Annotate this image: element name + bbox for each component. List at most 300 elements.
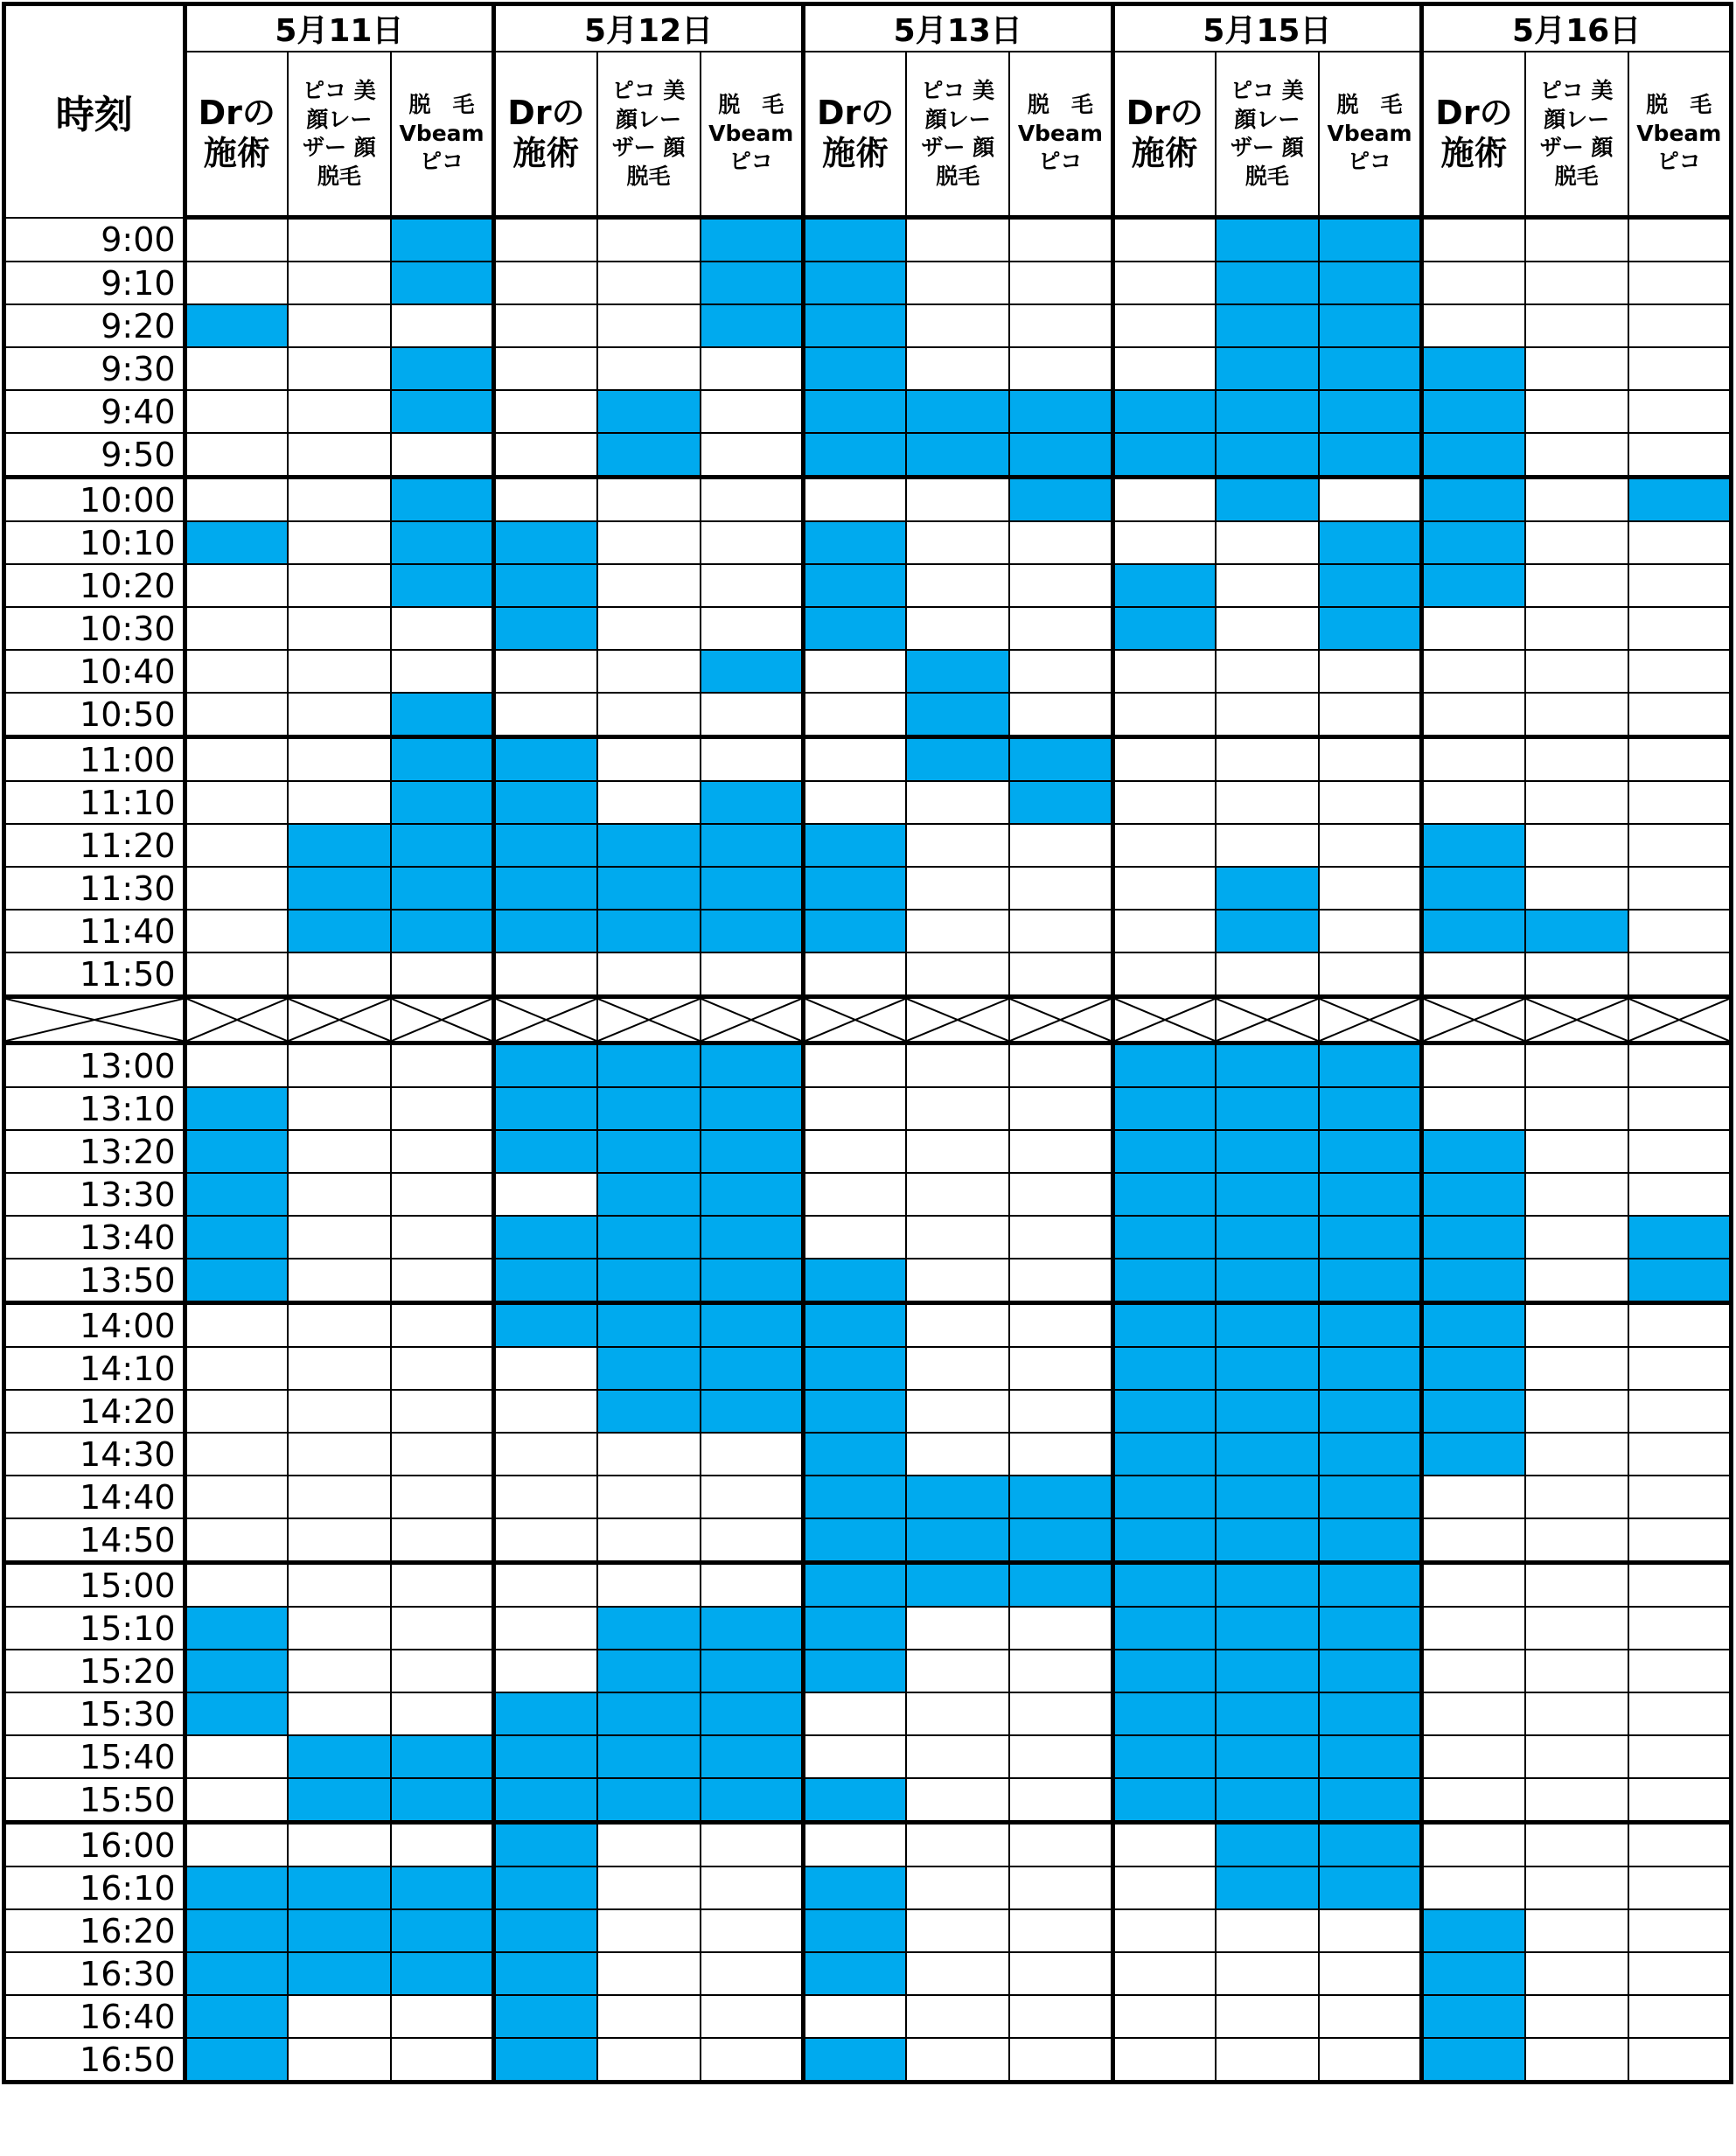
open-slot[interactable]: [1525, 1390, 1628, 1433]
open-slot[interactable]: [288, 1130, 391, 1173]
booked-slot[interactable]: [597, 867, 701, 910]
open-slot[interactable]: [1525, 781, 1628, 824]
booked-slot[interactable]: [1216, 1607, 1319, 1650]
open-slot[interactable]: [1525, 478, 1628, 522]
open-slot[interactable]: [1628, 1823, 1732, 1867]
open-slot[interactable]: [906, 564, 1009, 607]
open-slot[interactable]: [701, 1952, 804, 1995]
booked-slot[interactable]: [803, 1303, 906, 1348]
open-slot[interactable]: [701, 478, 804, 522]
booked-slot[interactable]: [1216, 262, 1319, 304]
open-slot[interactable]: [288, 2038, 391, 2083]
open-slot[interactable]: [1525, 1866, 1628, 1909]
open-slot[interactable]: [1422, 781, 1525, 824]
booked-slot[interactable]: [1009, 433, 1112, 478]
open-slot[interactable]: [1112, 1995, 1216, 2038]
booked-slot[interactable]: [185, 1087, 288, 1130]
open-slot[interactable]: [1525, 824, 1628, 867]
open-slot[interactable]: [185, 564, 288, 607]
booked-slot[interactable]: [1422, 1173, 1525, 1216]
booked-slot[interactable]: [1112, 1087, 1216, 1130]
open-slot[interactable]: [803, 1692, 906, 1735]
open-slot[interactable]: [1009, 218, 1112, 262]
booked-slot[interactable]: [494, 1216, 597, 1259]
booked-slot[interactable]: [1319, 1866, 1422, 1909]
open-slot[interactable]: [391, 1087, 494, 1130]
booked-slot[interactable]: [906, 1563, 1009, 1608]
booked-slot[interactable]: [391, 1952, 494, 1995]
open-slot[interactable]: [288, 1216, 391, 1259]
open-slot[interactable]: [1422, 693, 1525, 737]
booked-slot[interactable]: [1319, 1778, 1422, 1823]
open-slot[interactable]: [1112, 2038, 1216, 2083]
open-slot[interactable]: [1525, 1303, 1628, 1348]
open-slot[interactable]: [1525, 1823, 1628, 1867]
open-slot[interactable]: [1422, 1735, 1525, 1778]
open-slot[interactable]: [1112, 1952, 1216, 1995]
open-slot[interactable]: [1009, 1216, 1112, 1259]
booked-slot[interactable]: [597, 910, 701, 952]
open-slot[interactable]: [803, 781, 906, 824]
booked-slot[interactable]: [185, 1692, 288, 1735]
booked-slot[interactable]: [597, 1778, 701, 1823]
booked-slot[interactable]: [803, 390, 906, 433]
open-slot[interactable]: [185, 1433, 288, 1476]
booked-slot[interactable]: [1009, 478, 1112, 522]
open-slot[interactable]: [1216, 2038, 1319, 2083]
open-slot[interactable]: [1628, 1909, 1732, 1952]
booked-slot[interactable]: [597, 1303, 701, 1348]
open-slot[interactable]: [185, 1390, 288, 1433]
booked-slot[interactable]: [803, 1607, 906, 1650]
booked-slot[interactable]: [1216, 910, 1319, 952]
booked-slot[interactable]: [1422, 1952, 1525, 1995]
open-slot[interactable]: [1525, 1778, 1628, 1823]
open-slot[interactable]: [597, 521, 701, 564]
open-slot[interactable]: [906, 478, 1009, 522]
open-slot[interactable]: [1319, 910, 1422, 952]
open-slot[interactable]: [906, 521, 1009, 564]
booked-slot[interactable]: [1422, 521, 1525, 564]
booked-slot[interactable]: [1112, 1259, 1216, 1303]
booked-slot[interactable]: [1112, 1130, 1216, 1173]
open-slot[interactable]: [1525, 304, 1628, 347]
booked-slot[interactable]: [803, 1518, 906, 1563]
open-slot[interactable]: [906, 2038, 1009, 2083]
open-slot[interactable]: [391, 2038, 494, 2083]
open-slot[interactable]: [1319, 781, 1422, 824]
open-slot[interactable]: [597, 304, 701, 347]
booked-slot[interactable]: [1628, 1259, 1732, 1303]
open-slot[interactable]: [494, 478, 597, 522]
open-slot[interactable]: [597, 2038, 701, 2083]
booked-slot[interactable]: [288, 910, 391, 952]
open-slot[interactable]: [1216, 650, 1319, 693]
open-slot[interactable]: [1112, 737, 1216, 782]
booked-slot[interactable]: [391, 910, 494, 952]
booked-slot[interactable]: [185, 1909, 288, 1952]
booked-slot[interactable]: [288, 1952, 391, 1995]
open-slot[interactable]: [1422, 1043, 1525, 1088]
open-slot[interactable]: [391, 1995, 494, 2038]
booked-slot[interactable]: [1009, 737, 1112, 782]
booked-slot[interactable]: [803, 824, 906, 867]
booked-slot[interactable]: [906, 1476, 1009, 1518]
open-slot[interactable]: [701, 607, 804, 650]
open-slot[interactable]: [803, 693, 906, 737]
open-slot[interactable]: [1112, 521, 1216, 564]
open-slot[interactable]: [1525, 1650, 1628, 1692]
booked-slot[interactable]: [1422, 910, 1525, 952]
open-slot[interactable]: [185, 1823, 288, 1867]
open-slot[interactable]: [1422, 304, 1525, 347]
booked-slot[interactable]: [803, 1952, 906, 1995]
booked-slot[interactable]: [1422, 564, 1525, 607]
booked-slot[interactable]: [1216, 478, 1319, 522]
open-slot[interactable]: [701, 564, 804, 607]
booked-slot[interactable]: [1112, 1692, 1216, 1735]
booked-slot[interactable]: [1009, 1518, 1112, 1563]
booked-slot[interactable]: [185, 1259, 288, 1303]
booked-slot[interactable]: [597, 1692, 701, 1735]
booked-slot[interactable]: [906, 1518, 1009, 1563]
open-slot[interactable]: [1628, 1433, 1732, 1476]
open-slot[interactable]: [494, 1347, 597, 1390]
open-slot[interactable]: [391, 1043, 494, 1088]
booked-slot[interactable]: [906, 737, 1009, 782]
booked-slot[interactable]: [288, 1735, 391, 1778]
booked-slot[interactable]: [1009, 781, 1112, 824]
booked-slot[interactable]: [1216, 1303, 1319, 1348]
open-slot[interactable]: [391, 1823, 494, 1867]
open-slot[interactable]: [391, 1216, 494, 1259]
booked-slot[interactable]: [701, 1303, 804, 1348]
booked-slot[interactable]: [701, 1390, 804, 1433]
open-slot[interactable]: [906, 1087, 1009, 1130]
open-slot[interactable]: [288, 1259, 391, 1303]
open-slot[interactable]: [1628, 564, 1732, 607]
open-slot[interactable]: [906, 1735, 1009, 1778]
open-slot[interactable]: [288, 433, 391, 478]
booked-slot[interactable]: [803, 347, 906, 390]
open-slot[interactable]: [1319, 693, 1422, 737]
booked-slot[interactable]: [597, 1130, 701, 1173]
booked-slot[interactable]: [597, 1390, 701, 1433]
booked-slot[interactable]: [494, 1735, 597, 1778]
open-slot[interactable]: [803, 1087, 906, 1130]
open-slot[interactable]: [1112, 478, 1216, 522]
booked-slot[interactable]: [701, 1173, 804, 1216]
open-slot[interactable]: [391, 1476, 494, 1518]
open-slot[interactable]: [906, 952, 1009, 997]
booked-slot[interactable]: [494, 564, 597, 607]
open-slot[interactable]: [1009, 910, 1112, 952]
open-slot[interactable]: [1628, 2038, 1732, 2083]
open-slot[interactable]: [1628, 1563, 1732, 1608]
booked-slot[interactable]: [1422, 1909, 1525, 1952]
open-slot[interactable]: [1009, 1043, 1112, 1088]
booked-slot[interactable]: [1319, 1692, 1422, 1735]
open-slot[interactable]: [1628, 737, 1732, 782]
open-slot[interactable]: [494, 1390, 597, 1433]
open-slot[interactable]: [1422, 1650, 1525, 1692]
open-slot[interactable]: [288, 1173, 391, 1216]
booked-slot[interactable]: [803, 607, 906, 650]
booked-slot[interactable]: [494, 910, 597, 952]
open-slot[interactable]: [1319, 1995, 1422, 2038]
open-slot[interactable]: [701, 390, 804, 433]
open-slot[interactable]: [701, 1433, 804, 1476]
booked-slot[interactable]: [1112, 1303, 1216, 1348]
open-slot[interactable]: [597, 262, 701, 304]
open-slot[interactable]: [803, 1173, 906, 1216]
booked-slot[interactable]: [1319, 1607, 1422, 1650]
open-slot[interactable]: [288, 1347, 391, 1390]
booked-slot[interactable]: [1112, 607, 1216, 650]
booked-slot[interactable]: [494, 824, 597, 867]
open-slot[interactable]: [1628, 347, 1732, 390]
booked-slot[interactable]: [701, 781, 804, 824]
open-slot[interactable]: [494, 304, 597, 347]
open-slot[interactable]: [1525, 1433, 1628, 1476]
booked-slot[interactable]: [701, 1347, 804, 1390]
open-slot[interactable]: [906, 910, 1009, 952]
open-slot[interactable]: [906, 1607, 1009, 1650]
booked-slot[interactable]: [185, 1952, 288, 1995]
booked-slot[interactable]: [1216, 1433, 1319, 1476]
open-slot[interactable]: [391, 650, 494, 693]
open-slot[interactable]: [1525, 1259, 1628, 1303]
open-slot[interactable]: [391, 1433, 494, 1476]
open-slot[interactable]: [1525, 867, 1628, 910]
open-slot[interactable]: [1319, 867, 1422, 910]
booked-slot[interactable]: [701, 1216, 804, 1259]
booked-slot[interactable]: [1112, 564, 1216, 607]
open-slot[interactable]: [391, 1130, 494, 1173]
open-slot[interactable]: [1216, 781, 1319, 824]
open-slot[interactable]: [288, 1823, 391, 1867]
open-slot[interactable]: [288, 1433, 391, 1476]
booked-slot[interactable]: [701, 1043, 804, 1088]
open-slot[interactable]: [1525, 1043, 1628, 1088]
open-slot[interactable]: [1112, 262, 1216, 304]
open-slot[interactable]: [185, 218, 288, 262]
open-slot[interactable]: [1216, 521, 1319, 564]
open-slot[interactable]: [1628, 433, 1732, 478]
booked-slot[interactable]: [1216, 1043, 1319, 1088]
open-slot[interactable]: [288, 1563, 391, 1608]
open-slot[interactable]: [1628, 1952, 1732, 1995]
open-slot[interactable]: [1112, 781, 1216, 824]
booked-slot[interactable]: [701, 1650, 804, 1692]
open-slot[interactable]: [494, 390, 597, 433]
booked-slot[interactable]: [1112, 1778, 1216, 1823]
open-slot[interactable]: [597, 1433, 701, 1476]
booked-slot[interactable]: [803, 521, 906, 564]
booked-slot[interactable]: [597, 1347, 701, 1390]
booked-slot[interactable]: [1216, 1735, 1319, 1778]
open-slot[interactable]: [1009, 867, 1112, 910]
booked-slot[interactable]: [597, 1259, 701, 1303]
booked-slot[interactable]: [803, 867, 906, 910]
open-slot[interactable]: [701, 952, 804, 997]
open-slot[interactable]: [1628, 1692, 1732, 1735]
open-slot[interactable]: [185, 1563, 288, 1608]
open-slot[interactable]: [185, 952, 288, 997]
booked-slot[interactable]: [1009, 1563, 1112, 1608]
booked-slot[interactable]: [494, 607, 597, 650]
booked-slot[interactable]: [1216, 1650, 1319, 1692]
booked-slot[interactable]: [1319, 1043, 1422, 1088]
booked-slot[interactable]: [597, 433, 701, 478]
open-slot[interactable]: [1009, 1823, 1112, 1867]
booked-slot[interactable]: [391, 521, 494, 564]
booked-slot[interactable]: [1319, 1563, 1422, 1608]
booked-slot[interactable]: [597, 1735, 701, 1778]
booked-slot[interactable]: [391, 1866, 494, 1909]
open-slot[interactable]: [597, 1909, 701, 1952]
booked-slot[interactable]: [701, 1087, 804, 1130]
open-slot[interactable]: [288, 1518, 391, 1563]
open-slot[interactable]: [391, 1563, 494, 1608]
open-slot[interactable]: [185, 347, 288, 390]
open-slot[interactable]: [1525, 1607, 1628, 1650]
open-slot[interactable]: [597, 1476, 701, 1518]
open-slot[interactable]: [1525, 1518, 1628, 1563]
open-slot[interactable]: [391, 1303, 494, 1348]
booked-slot[interactable]: [1216, 1692, 1319, 1735]
open-slot[interactable]: [1112, 910, 1216, 952]
open-slot[interactable]: [391, 1607, 494, 1650]
booked-slot[interactable]: [1112, 1173, 1216, 1216]
open-slot[interactable]: [1525, 1692, 1628, 1735]
booked-slot[interactable]: [1112, 1518, 1216, 1563]
open-slot[interactable]: [1525, 1735, 1628, 1778]
open-slot[interactable]: [1009, 1433, 1112, 1476]
booked-slot[interactable]: [1319, 1390, 1422, 1433]
open-slot[interactable]: [803, 1043, 906, 1088]
open-slot[interactable]: [1009, 1130, 1112, 1173]
booked-slot[interactable]: [1628, 1216, 1732, 1259]
open-slot[interactable]: [597, 1952, 701, 1995]
open-slot[interactable]: [906, 867, 1009, 910]
open-slot[interactable]: [1525, 1173, 1628, 1216]
open-slot[interactable]: [185, 867, 288, 910]
open-slot[interactable]: [1009, 952, 1112, 997]
booked-slot[interactable]: [1216, 433, 1319, 478]
open-slot[interactable]: [288, 347, 391, 390]
open-slot[interactable]: [288, 478, 391, 522]
booked-slot[interactable]: [701, 304, 804, 347]
booked-slot[interactable]: [391, 781, 494, 824]
open-slot[interactable]: [1525, 1909, 1628, 1952]
booked-slot[interactable]: [391, 218, 494, 262]
open-slot[interactable]: [1112, 952, 1216, 997]
booked-slot[interactable]: [803, 2038, 906, 2083]
booked-slot[interactable]: [1422, 2038, 1525, 2083]
booked-slot[interactable]: [1216, 1216, 1319, 1259]
open-slot[interactable]: [185, 390, 288, 433]
booked-slot[interactable]: [1319, 1518, 1422, 1563]
open-slot[interactable]: [1009, 1735, 1112, 1778]
open-slot[interactable]: [1525, 952, 1628, 997]
open-slot[interactable]: [597, 1563, 701, 1608]
booked-slot[interactable]: [185, 1216, 288, 1259]
booked-slot[interactable]: [803, 1563, 906, 1608]
booked-slot[interactable]: [185, 1650, 288, 1692]
open-slot[interactable]: [1319, 824, 1422, 867]
open-slot[interactable]: [1112, 304, 1216, 347]
open-slot[interactable]: [803, 737, 906, 782]
booked-slot[interactable]: [391, 867, 494, 910]
open-slot[interactable]: [185, 478, 288, 522]
booked-slot[interactable]: [1216, 1173, 1319, 1216]
open-slot[interactable]: [1112, 1909, 1216, 1952]
booked-slot[interactable]: [1216, 347, 1319, 390]
booked-slot[interactable]: [1319, 218, 1422, 262]
booked-slot[interactable]: [494, 1909, 597, 1952]
open-slot[interactable]: [1628, 218, 1732, 262]
booked-slot[interactable]: [803, 1476, 906, 1518]
booked-slot[interactable]: [1628, 478, 1732, 522]
open-slot[interactable]: [1628, 1087, 1732, 1130]
open-slot[interactable]: [906, 607, 1009, 650]
booked-slot[interactable]: [494, 1778, 597, 1823]
open-slot[interactable]: [185, 1778, 288, 1823]
open-slot[interactable]: [701, 737, 804, 782]
open-slot[interactable]: [701, 1563, 804, 1608]
open-slot[interactable]: [1216, 824, 1319, 867]
open-slot[interactable]: [597, 1518, 701, 1563]
booked-slot[interactable]: [1319, 433, 1422, 478]
open-slot[interactable]: [1525, 1952, 1628, 1995]
booked-slot[interactable]: [597, 1650, 701, 1692]
booked-slot[interactable]: [1319, 347, 1422, 390]
open-slot[interactable]: [1009, 1087, 1112, 1130]
open-slot[interactable]: [1422, 218, 1525, 262]
open-slot[interactable]: [185, 824, 288, 867]
open-slot[interactable]: [1628, 1607, 1732, 1650]
booked-slot[interactable]: [391, 824, 494, 867]
open-slot[interactable]: [1628, 1866, 1732, 1909]
open-slot[interactable]: [1422, 1518, 1525, 1563]
booked-slot[interactable]: [494, 1087, 597, 1130]
booked-slot[interactable]: [185, 521, 288, 564]
open-slot[interactable]: [1319, 650, 1422, 693]
booked-slot[interactable]: [803, 218, 906, 262]
open-slot[interactable]: [906, 1866, 1009, 1909]
booked-slot[interactable]: [391, 478, 494, 522]
booked-slot[interactable]: [1319, 607, 1422, 650]
open-slot[interactable]: [1628, 1476, 1732, 1518]
open-slot[interactable]: [597, 607, 701, 650]
booked-slot[interactable]: [1422, 1216, 1525, 1259]
open-slot[interactable]: [1628, 910, 1732, 952]
open-slot[interactable]: [1009, 824, 1112, 867]
open-slot[interactable]: [1009, 262, 1112, 304]
booked-slot[interactable]: [803, 910, 906, 952]
open-slot[interactable]: [803, 478, 906, 522]
open-slot[interactable]: [1009, 1778, 1112, 1823]
booked-slot[interactable]: [391, 564, 494, 607]
open-slot[interactable]: [1628, 824, 1732, 867]
booked-slot[interactable]: [597, 824, 701, 867]
open-slot[interactable]: [906, 781, 1009, 824]
open-slot[interactable]: [1525, 607, 1628, 650]
open-slot[interactable]: [597, 1823, 701, 1867]
booked-slot[interactable]: [701, 1130, 804, 1173]
open-slot[interactable]: [391, 304, 494, 347]
